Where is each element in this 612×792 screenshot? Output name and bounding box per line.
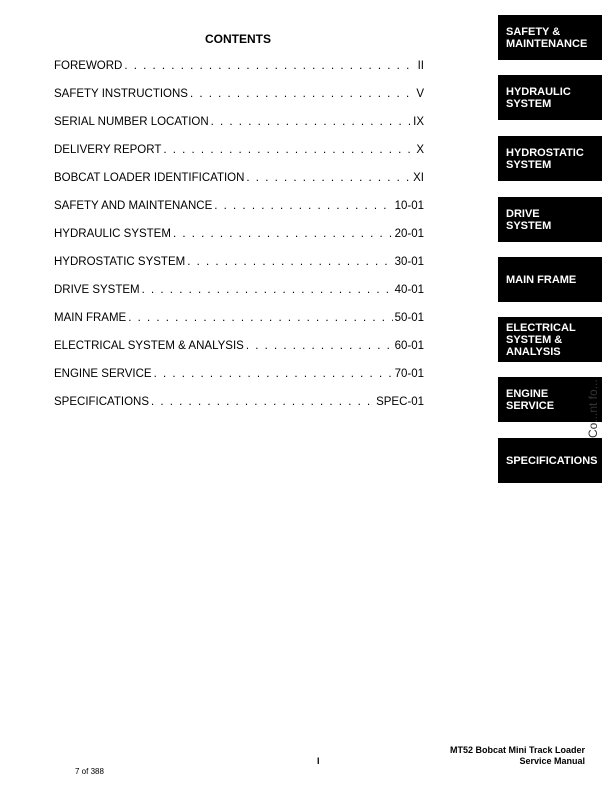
toc-entry-label: MAIN FRAME [54,312,127,324]
tab-main-frame[interactable]: MAIN FRAME [498,257,602,302]
contents-title: CONTENTS [205,32,271,46]
toc-entry-label: DELIVERY REPORT [54,144,162,156]
dot-leader [124,60,415,72]
dot-leader [214,200,392,212]
toc-list [54,60,424,424]
tab-drive-system[interactable]: DRIVE SYSTEM [498,197,602,242]
dot-leader [246,172,411,184]
toc-entry-label: FOREWORD [54,60,123,72]
tab-hydrostatic-system[interactable]: HYDROSTATIC SYSTEM [498,136,602,181]
toc-entry-label: HYDRAULIC SYSTEM [54,228,171,240]
toc-entry-label: SPECIFICATIONS [54,396,149,408]
dot-leader [163,144,414,156]
toc-entry-label: SAFETY INSTRUCTIONS [54,88,188,100]
toc-entry-page: 60-01 [394,340,424,352]
footer-page-number: I [317,756,320,766]
toc-entry-page: 30-01 [394,256,424,268]
toc-entry-page: IX [413,116,424,128]
toc-entry-specifications[interactable] [54,396,424,424]
toc-entry-page: V [416,88,424,100]
toc-entry-serial-number-location[interactable] [54,116,424,144]
dot-leader [190,88,414,100]
toc-entry-label: HYDROSTATIC SYSTEM [54,256,186,268]
dot-leader [246,340,393,352]
dot-leader [151,396,374,408]
toc-entry-hydraulic-system[interactable] [54,228,424,256]
toc-entry-electrical-system[interactable] [54,340,424,368]
sidebar-watermark-text: Co...nt fo... [586,379,600,438]
footer-manual-title: MT52 Bobcat Mini Track Loader Service Manual [449,745,585,766]
toc-entry-page: II [417,60,424,72]
toc-entry-main-frame[interactable] [54,312,424,340]
toc-entry-label: SERIAL NUMBER LOCATION [54,116,209,128]
toc-entry-label: ELECTRICAL SYSTEM & ANALYSIS [54,340,244,352]
dot-leader [187,256,392,268]
toc-entry-foreword[interactable] [54,60,424,88]
tab-hydraulic-system[interactable]: HYDRAULIC SYSTEM [498,75,602,120]
toc-entry-delivery-report[interactable] [54,144,424,172]
toc-entry-page: 20-01 [394,228,424,240]
dot-leader [211,116,411,128]
tab-specifications[interactable]: SPECIFICATIONS [498,438,602,483]
toc-entry-engine-service[interactable] [54,368,424,396]
toc-entry-hydrostatic-system[interactable] [54,256,424,284]
toc-entry-page: 10-01 [394,200,424,212]
footer-page-count: 7 of 388 [75,767,104,776]
tab-engine-service[interactable]: ENGINE SERVICE [498,377,602,422]
dot-leader [173,228,393,240]
toc-entry-safety-instructions[interactable] [54,88,424,116]
dot-leader [128,312,392,324]
toc-entry-page: SPEC-01 [376,396,424,408]
toc-entry-label: DRIVE SYSTEM [54,284,140,296]
toc-entry-label: BOBCAT LOADER IDENTIFICATION [54,172,245,184]
toc-entry-label: ENGINE SERVICE [54,368,152,380]
toc-entry-label: SAFETY AND MAINTENANCE [54,200,213,212]
toc-entry-page: X [416,144,424,156]
dot-leader [154,368,393,380]
toc-entry-page: 40-01 [394,284,424,296]
toc-entry-page: XI [413,172,424,184]
dot-leader [142,284,393,296]
toc-entry-page: 50-01 [394,312,424,324]
toc-entry-page: 70-01 [394,368,424,380]
toc-entry-safety-and-maintenance[interactable] [54,200,424,228]
tab-safety-maintenance[interactable]: SAFETY & MAINTENANCE [498,15,602,60]
toc-entry-loader-identification[interactable] [54,172,424,200]
tab-electrical-system[interactable]: ELECTRICAL SYSTEM & ANALYSIS [498,317,602,362]
toc-entry-drive-system[interactable] [54,284,424,312]
